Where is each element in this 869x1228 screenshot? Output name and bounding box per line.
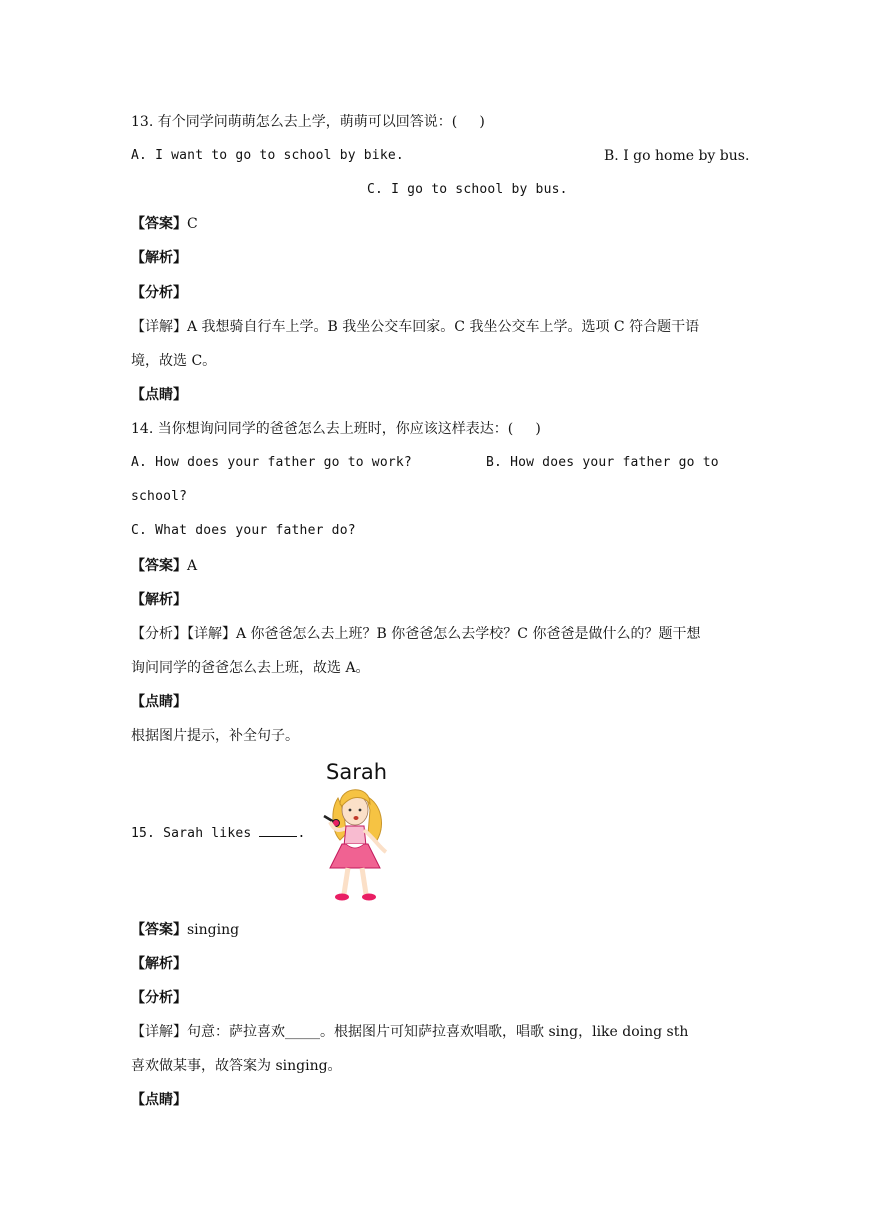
- q13-option-a: A. I want to go to school by bike.: [131, 148, 404, 163]
- answer-label: 【答案】: [131, 216, 187, 232]
- singing-girl-illustration: [300, 760, 410, 905]
- answer-value: A: [187, 558, 198, 574]
- q14-dianjing-heading: 【点睛】: [131, 694, 187, 710]
- q15-answer: [131, 921, 239, 939]
- q13-detail-line-2: 境，故选 C。: [131, 353, 217, 369]
- q13-option-b: B. I go home by bus.: [604, 148, 750, 164]
- q14-option-b-continued: school?: [131, 489, 188, 504]
- q14-analysis-heading: 【解析】: [131, 592, 187, 608]
- q15-analysis-heading: 【解析】: [131, 956, 187, 972]
- section-instruction: 根据图片提示，补全句子。: [131, 728, 299, 744]
- q15-stem-suffix: .: [297, 826, 306, 841]
- answer-blank: [259, 824, 297, 837]
- q15-fenxi-heading: 【分析】: [131, 990, 187, 1006]
- q14-stem: 14. 当你想询问同学的爸爸怎么去上班时，你应该这样表达：( ): [131, 421, 541, 437]
- q15-stem: [131, 824, 305, 843]
- q14-option-b: B. How does your father go to: [486, 455, 719, 470]
- q15-dianjing-heading: 【点睛】: [131, 1092, 187, 1108]
- q13-fenxi-heading: 【分析】: [131, 285, 187, 301]
- answer-label: 【答案】: [131, 922, 187, 938]
- q13-answer: [131, 215, 198, 233]
- girl-singing-icon: [300, 760, 410, 905]
- answer-value: singing: [187, 922, 240, 938]
- q14-option-c: C. What does your father do?: [131, 523, 356, 538]
- answer-value: C: [187, 216, 198, 232]
- q15-detail-line-2: 喜欢做某事，故答案为 singing。: [131, 1058, 342, 1074]
- q15-detail-line-1: 【详解】句意：萨拉喜欢_____。根据图片可知萨拉喜欢唱歌，唱歌 sing，like doing sth: [131, 1024, 689, 1040]
- image-caption: Sarah: [326, 760, 388, 784]
- q14-answer: [131, 557, 197, 575]
- q13-analysis-heading: 【解析】: [131, 250, 187, 266]
- q13-stem: 13. 有个同学问萌萌怎么去上学，萌萌可以回答说：( ): [131, 114, 485, 130]
- q13-dianjing-heading: 【点睛】: [131, 387, 187, 403]
- q14-option-a: A. How does your father go to work?: [131, 455, 412, 470]
- q14-detail-line-2: 询问同学的爸爸怎么去上班，故选 A。: [131, 660, 370, 676]
- answer-label: 【答案】: [131, 558, 187, 574]
- q14-detail-line-1: 【分析】【详解】A 你爸爸怎么去上班？B 你爸爸怎么去学校？C 你爸爸是做什么的？题干想: [131, 626, 701, 642]
- q15-stem-prefix: 15. Sarah likes: [131, 826, 260, 841]
- q13-option-c: C. I go to school by bus.: [367, 182, 568, 197]
- q13-detail-line-1: 【详解】A 我想骑自行车上学。B 我坐公交车回家。C 我坐公交车上学。选项 C 符合题干语: [131, 319, 700, 335]
